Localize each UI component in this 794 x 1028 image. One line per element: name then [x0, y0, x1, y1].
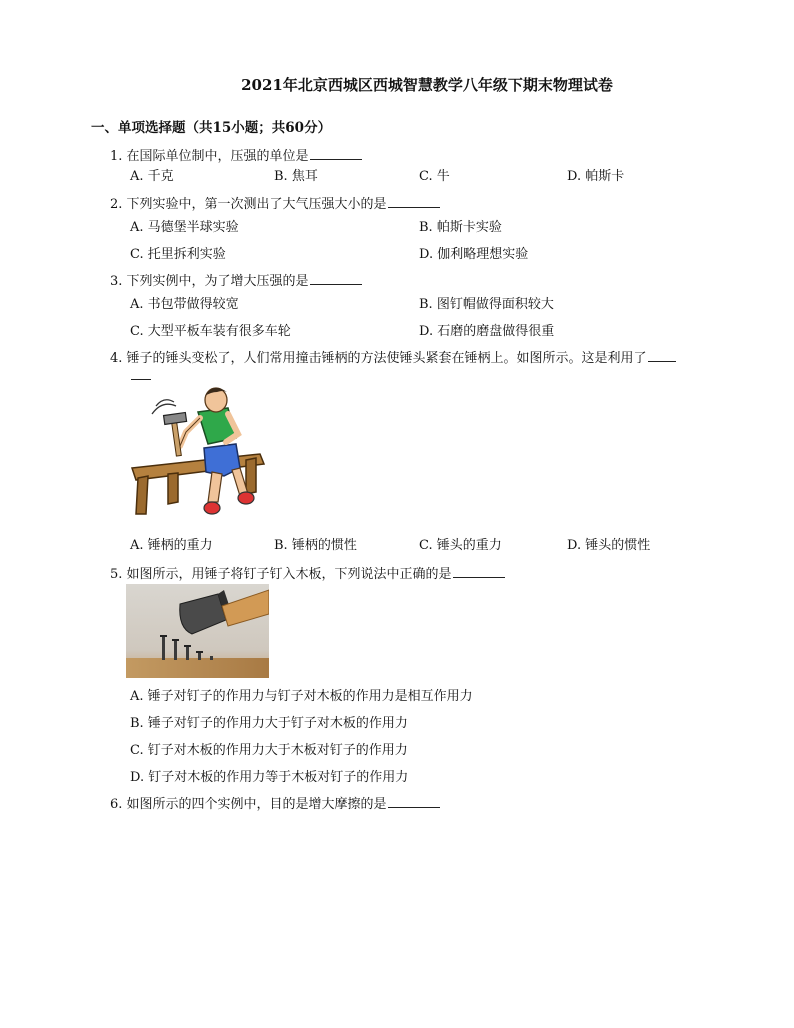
question-2-stem: 2. 下列实验中，第一次测出了大气压强大小的是: [110, 193, 440, 212]
section-heading: 一、单项选择题（共15小题；共60分）: [91, 120, 332, 136]
answer-blank: [310, 274, 362, 285]
q3-option-c[interactable]: C. 大型平板车装有很多车轮: [130, 324, 291, 339]
q1-option-b[interactable]: B. 焦耳: [274, 169, 318, 184]
question-1-stem: 1. 在国际单位制中，压强的单位是: [110, 145, 362, 164]
question-4-stem: 4. 锤子的锤头变松了，人们常用撞击锤柄的方法使锤头紧套在锤柄上。如图所示。这是利用了: [110, 347, 676, 366]
answer-blank: [388, 797, 440, 808]
q3-option-a[interactable]: A. 书包带做得较宽: [130, 297, 239, 312]
answer-blank: [388, 197, 440, 208]
answer-blank: [453, 567, 505, 578]
q3-option-b[interactable]: B. 图钉帽做得面积较大: [419, 297, 554, 312]
q1-option-a[interactable]: A. 千克: [130, 169, 174, 184]
answer-blank: [648, 351, 676, 362]
q1-option-d[interactable]: D. 帕斯卡: [567, 169, 625, 184]
q5-option-b[interactable]: B. 锤子对钉子的作用力大于钉子对木板的作用力: [130, 716, 408, 731]
q3-option-d[interactable]: D. 石磨的磨盘做得很重: [419, 324, 555, 339]
q5-option-a[interactable]: A. 锤子对钉子的作用力与钉子对木板的作用力是相互作用力: [130, 689, 473, 704]
q2-option-c[interactable]: C. 托里拆利实验: [130, 247, 226, 262]
hammering-man-illustration: [128, 384, 268, 522]
q2-option-b[interactable]: B. 帕斯卡实验: [419, 220, 502, 235]
hammer-nails-photo: [126, 584, 269, 678]
page-title: 2021年北京西城区西城智慧教学八年级下期末物理试卷: [241, 76, 613, 94]
q4-option-c[interactable]: C. 锤头的重力: [419, 538, 502, 553]
q5-option-d[interactable]: D. 钉子对木板的作用力等于木板对钉子的作用力: [130, 770, 409, 785]
q2-option-a[interactable]: A. 马德堡半球实验: [130, 220, 239, 235]
question-5-stem: 5. 如图所示，用锤子将钉子钉入木板，下列说法中正确的是: [110, 563, 505, 582]
q4-option-b[interactable]: B. 锤柄的惯性: [274, 538, 357, 553]
answer-blank-continued: [130, 369, 151, 384]
q4-option-d[interactable]: D. 锤头的惯性: [567, 538, 651, 553]
q4-option-a[interactable]: A. 锤柄的重力: [130, 538, 213, 553]
q1-option-c[interactable]: C. 牛: [419, 169, 450, 184]
question-3-stem: 3. 下列实例中，为了增大压强的是: [110, 270, 362, 289]
answer-blank: [310, 149, 362, 160]
q2-option-d[interactable]: D. 伽利略理想实验: [419, 247, 529, 262]
q5-option-c[interactable]: C. 钉子对木板的作用力大于木板对钉子的作用力: [130, 743, 408, 758]
question-6-stem: 6. 如图所示的四个实例中，目的是增大摩擦的是: [110, 793, 440, 812]
